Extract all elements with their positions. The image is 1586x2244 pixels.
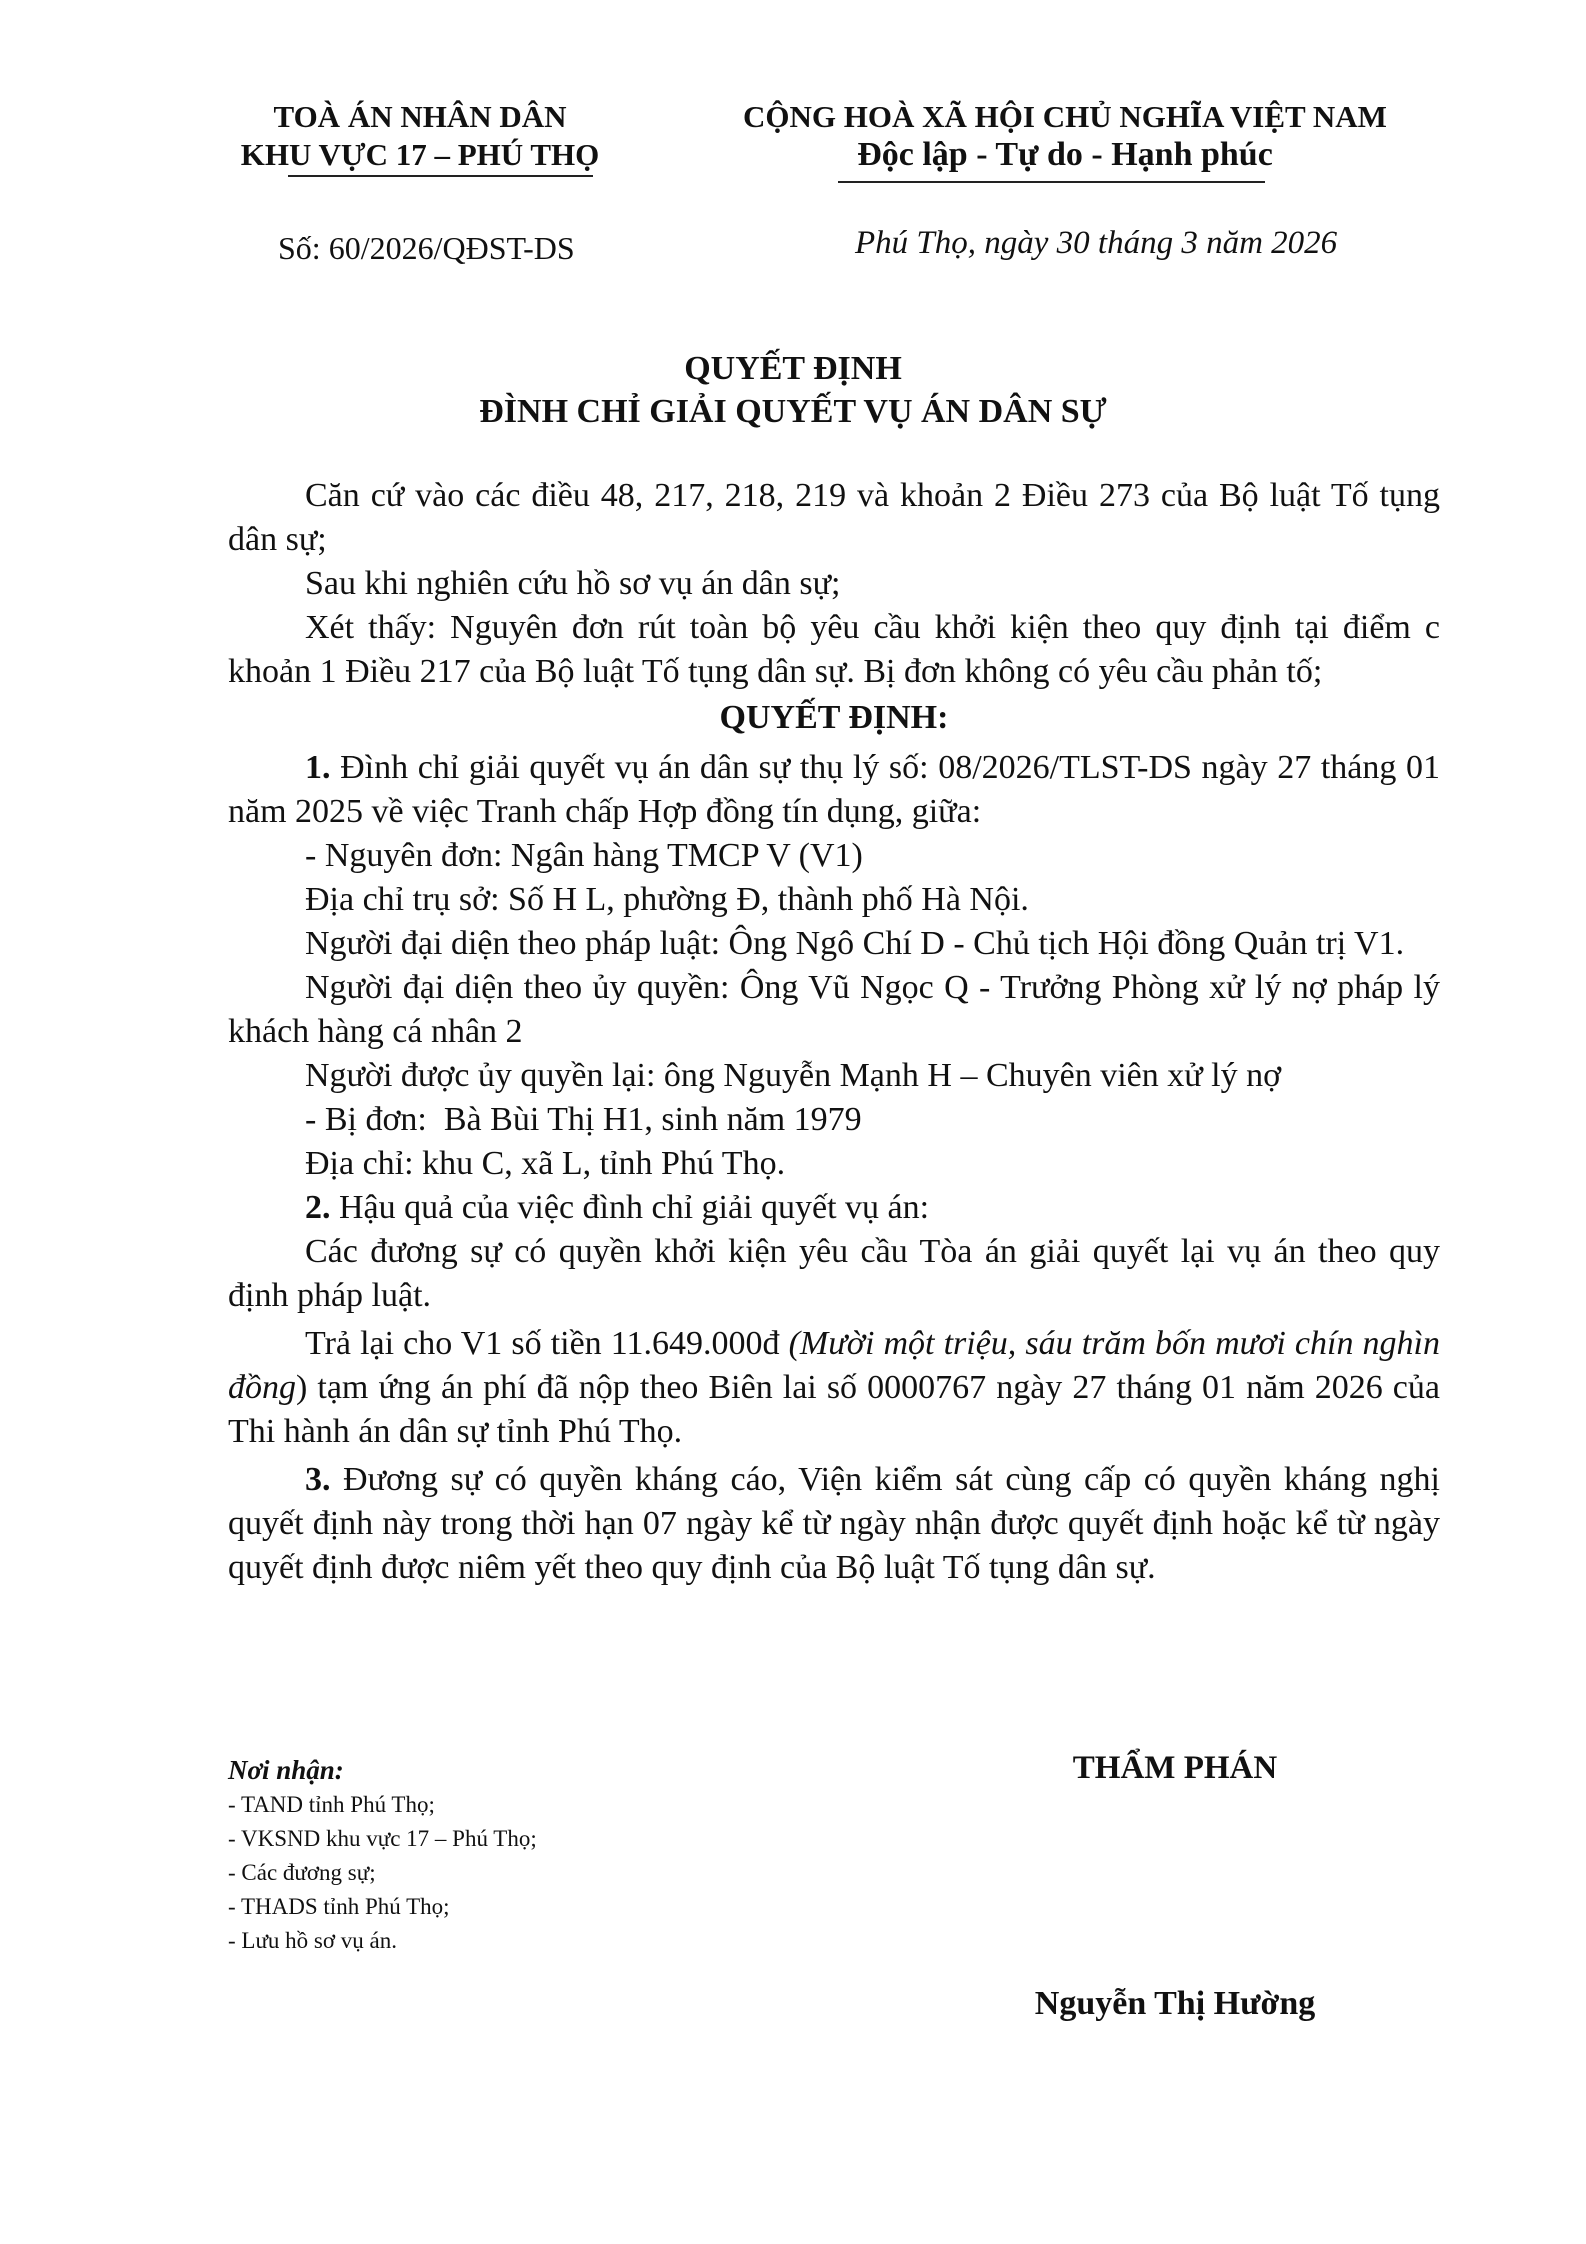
section-1-text: Đình chỉ giải quyết vụ án dân sự thụ lý số: 08/2026/TLST-DS ngày 27 tháng 01 năm 2025 về việc Tranh chấp Hợp đồng tín dụng, giữa:	[228, 749, 1440, 830]
recipient-item: - TAND tỉnh Phú Thọ;	[228, 1792, 435, 1817]
national-name: CỘNG HOÀ XÃ HỘI CHỦ NGHĨA VIỆT NAM	[743, 99, 1387, 134]
authorized-representative: Người đại diện theo ủy quyền: Ông Vũ Ngọc Q - Trưởng Phòng xử lý nợ pháp lý khách hàng cá nhân 2	[228, 969, 1440, 1050]
document-subtitle: ĐÌNH CHỈ GIẢI QUYẾT VỤ ÁN DÂN SỰ	[479, 393, 1107, 430]
document-title: QUYẾT ĐỊNH	[684, 350, 902, 387]
section-3-number: 3.	[305, 1461, 331, 1498]
preamble-review: Sau khi nghiên cứu hồ sơ vụ án dân sự;	[305, 565, 841, 602]
court-name: TOÀ ÁN NHÂN DÂN	[273, 99, 567, 134]
national-header	[700, 98, 1430, 174]
recipients-title: Nơi nhận:	[228, 1755, 344, 1785]
preamble-finding: Xét thấy: Nguyên đơn rút toàn bộ yêu cầu khởi kiện theo quy định tại điểm c khoản 1 Điều 217 của Bộ luật Tố tụng dân sự. Bị đơn không có yêu cầu phản tố;	[228, 609, 1440, 690]
plaintiff: - Nguyên đơn: Ngân hàng TMCP V (V1)	[305, 837, 863, 874]
signer-title: THẨM PHÁN	[1072, 1750, 1278, 1786]
section-1-number: 1.	[305, 749, 331, 786]
refund-text-start: Trả lại cho V1 số tiền 11.649.000đ	[305, 1325, 789, 1362]
section-3	[228, 1458, 1440, 1590]
section-2-text: Hậu quả của việc đình chỉ giải quyết vụ án:	[330, 1189, 930, 1226]
court-header	[205, 98, 635, 174]
recipient-item: - Lưu hồ sơ vụ án.	[228, 1928, 397, 1953]
court-region: KHU VỰC 17 – PHÚ THỌ	[240, 137, 600, 172]
section-3-text: Đương sự có quyền kháng cáo, Viện kiểm sát cùng cấp có quyền kháng nghị quyết định này trong thời hạn 07 ngày kể từ ngày nhận được quyết định hoặc kể từ ngày quyết định được niêm yết theo quy định của Bộ luật Tố tụng dân sự.	[228, 1461, 1440, 1586]
preamble-legal-basis: Căn cứ vào các điều 48, 217, 218, 219 và khoản 2 Điều 273 của Bộ luật Tố tụng dân sự;	[228, 477, 1440, 558]
refund-amount-in-words: (Mười một triệu, sáu trăm bốn mươi chín nghìn đồng	[228, 1325, 1440, 1406]
court-header-underline	[288, 175, 593, 177]
legal-representative: Người đại diện theo pháp luật: Ông Ngô Chí D - Chủ tịch Hội đồng Quản trị V1.	[305, 925, 1405, 962]
recipient-item: - Các đương sự;	[228, 1860, 376, 1885]
document-body	[228, 474, 1440, 1590]
signer-name: Nguyễn Thị Hường	[1034, 1985, 1316, 2022]
decision-heading: QUYẾT ĐỊNH:	[719, 699, 949, 736]
national-motto: Độc lập - Tự do - Hạnh phúc	[857, 136, 1273, 173]
recipient-item: - VKSND khu vực 17 – Phú Thọ;	[228, 1826, 537, 1851]
document-number: Số: 60/2026/QĐST-DS	[278, 230, 575, 266]
section-1	[228, 746, 1440, 834]
recipient-item: - THADS tỉnh Phú Thọ;	[228, 1894, 450, 1919]
defendant-address: Địa chỉ: khu C, xã L, tỉnh Phú Thọ.	[305, 1145, 786, 1182]
section-2-right-to-sue: Các đương sự có quyền khởi kiện yêu cầu Tòa án giải quyết lại vụ án theo quy định pháp luật.	[228, 1233, 1440, 1314]
document-date: Phú Thọ, ngày 30 tháng 3 năm 2026	[855, 225, 1338, 261]
refund-text-end: ) tạm ứng án phí đã nộp theo Biên lai số 0000767 ngày 27 tháng 01 năm 2026 của Thi hành án dân sự tỉnh Phú Thọ.	[228, 1369, 1440, 1450]
recipients-block	[228, 1752, 788, 1958]
plaintiff-address: Địa chỉ trụ sở: Số H L, phường Đ, thành phố Hà Nội.	[305, 881, 1029, 918]
section-2-refund	[228, 1322, 1440, 1454]
sub-authorized-representative: Người được ủy quyền lại: ông Nguyễn Mạnh H – Chuyên viên xử lý nợ	[305, 1057, 1282, 1094]
section-2-number: 2.	[305, 1189, 331, 1226]
section-2	[228, 1186, 1440, 1230]
national-motto-underline	[838, 181, 1265, 183]
defendant: - Bị đơn: Bà Bùi Thị H1, sinh năm 1979	[305, 1101, 862, 1138]
